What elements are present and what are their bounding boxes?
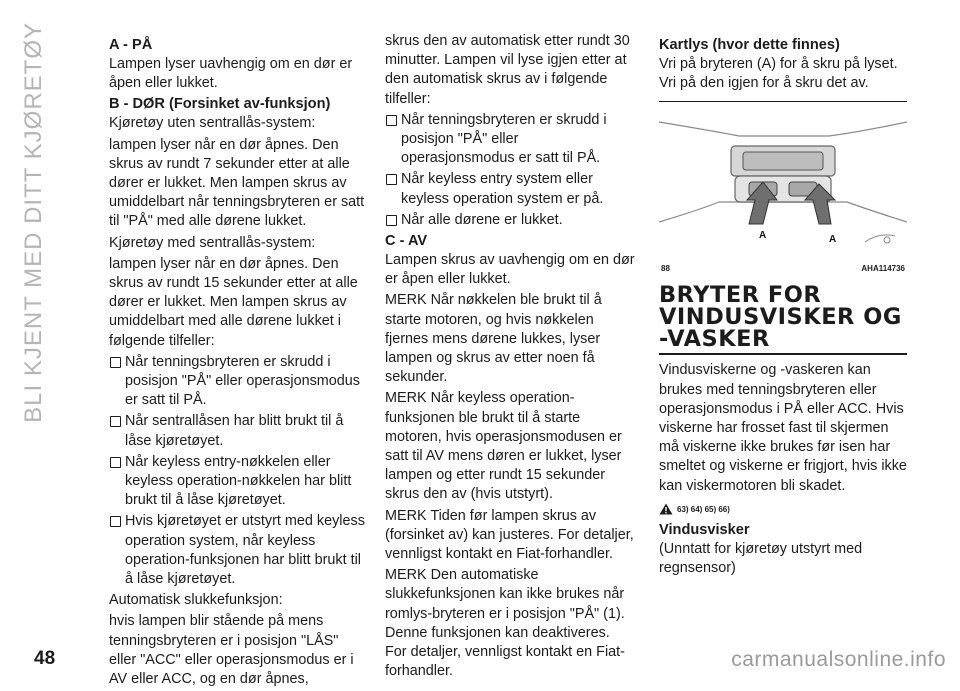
paragraph: skrus den av automatisk etter rundt 30 minutter. Lampen vil lyse igjen etter at den automatisk skrus av i følgende tilfeller: <box>385 33 630 107</box>
bullet-item: Når sentrallåsen har blitt brukt til å låse kjøretøyet. <box>109 412 367 450</box>
bullet-item: Når alle dørene er lukket. <box>385 211 635 230</box>
column-1 <box>109 36 367 691</box>
paragraph: Vindusviskerne og -vaskeren kan brukes med tenningsbryteren eller operasjonsmodus i PÅ eller ACC. Hvis viskerne har frosset fast til skjermen må viskerne ikke brukes før isen har smeltet og viskerne er frigjort, hvis ikke kan viskermotoren bli skadet. <box>659 362 907 494</box>
map-light-figure <box>659 101 907 278</box>
note-paragraph: MERK Tiden før lampen skrus av (forsinket av) kan justeres. For detaljer, vennligst kontakt en Fiat-forhandler. <box>385 507 634 563</box>
bullet-item: Når keyless entry system eller keyless operation system er på. <box>385 170 635 208</box>
paragraph: Lampen lyser uavhengig om en dør er åpen eller lukket. <box>109 56 353 92</box>
paragraph: (Unntatt for kjøretøy utstyrt med regnsensor) <box>659 541 863 577</box>
note-paragraph: MERK Den automatiske slukkefunksjonen kan ikke brukes når romlys-bryteren er i posisjon "PÅ" (1). Denne funksjonen kan deaktiveres. For detaljer, vennligst kontakt en Fiat-forhandler. <box>385 567 625 680</box>
page-number: 48 <box>34 648 56 669</box>
section-title: BRYTER FOR VINDUSVISKER OG -VASKER <box>659 284 907 355</box>
warning-triangle-icon <box>659 503 673 515</box>
warning-references <box>659 500 907 519</box>
paragraph: lampen lyser når en dør åpnes. Den skrus av rundt 15 sekunder etter at alle dører er lukket. Men lampen skrus av umiddelbart med alle dørene lukket i følgende tilfeller: <box>109 255 358 349</box>
figure-label-a: A <box>759 230 767 242</box>
column-2 <box>385 32 635 684</box>
paragraph: Kjøretøy uten sentrallås-system: <box>109 115 316 132</box>
paragraph: Lampen skrus av uavhengig om en dør er åpen eller lukket. <box>385 252 635 288</box>
chapter-title: BLI KJENT MED DITT KJØRETØY <box>20 22 47 423</box>
paragraph: lampen lyser når en dør åpnes. Den skrus av rundt 7 sekunder etter at alle dører er lukket. Men lampen skrus av umiddelbart når tenningsbryteren er satt til "PÅ" med alle dørene lukket. <box>109 136 365 230</box>
watermark: carmanualsonline.info <box>731 648 946 671</box>
paragraph: Kjøretøy med sentrallås-system: <box>109 234 316 251</box>
heading-map-light: Kartlys (hvor dette finnes) <box>659 37 840 53</box>
figure-code: AHA114736 <box>861 264 905 274</box>
heading-c-off: C - AV <box>385 233 428 250</box>
heading-wiper: Vindusvisker <box>659 522 750 539</box>
note-paragraph: MERK Når nøkkelen ble brukt til å starte motoren, og hvis nøkkelen fjernes mens dørene lukkes, lyser lampen og skrus av etter noen få sekunder. <box>385 292 602 386</box>
warning-refs-text: 63) 64) 65) 66) <box>677 504 730 514</box>
bullet-item: Når tenningsbryteren er skrudd i posisjon "PÅ" eller operasjonsmodus er satt til PÅ. <box>109 353 367 411</box>
heading-b-door: B - DØR (Forsinket av-funksjon) <box>109 96 331 113</box>
chapter-side-tab <box>8 22 48 582</box>
bullet-item: Når tenningsbryteren er skrudd i posisjon "PÅ" eller operasjonsmodus er satt til PÅ. <box>385 111 635 169</box>
paragraph: hvis lampen blir stående på mens tenningsbryteren er i posisjon "LÅS" eller "ACC" eller operasjonsmodus er i AV eller ACC, og en dør åpnes, <box>109 613 354 688</box>
paragraph: Automatisk slukkefunksjon: <box>109 592 283 609</box>
paragraph: Vri på bryteren (A) for å skru på lyset. Vri på den igjen for å skru det av. <box>659 56 898 92</box>
column-3 <box>659 36 907 580</box>
bullet-item: Hvis kjøretøyet er utstyrt med keyless operation system, når keyless operation-funksjonen har blitt brukt til å låse kjøretøyet. <box>109 512 367 589</box>
bullet-item: Når keyless entry-nøkkelen eller keyless operation-nøkkelen har blitt brukt til å låse kjøretøyet. <box>109 453 367 511</box>
heading-a-on: A - PÅ <box>109 37 153 53</box>
figure-label-a: A <box>829 234 837 246</box>
note-paragraph: MERK Når keyless operation-funksjonen ble brukt til å starte motoren, hvis operasjonsmodusen er satt til AV mens døren er lukket, lyser lampen og etter rundt 15 sekunder skrus den av (hvis utstyrt). <box>385 390 622 503</box>
figure-number: 88 <box>661 264 670 274</box>
map-light-illustration <box>659 102 907 278</box>
